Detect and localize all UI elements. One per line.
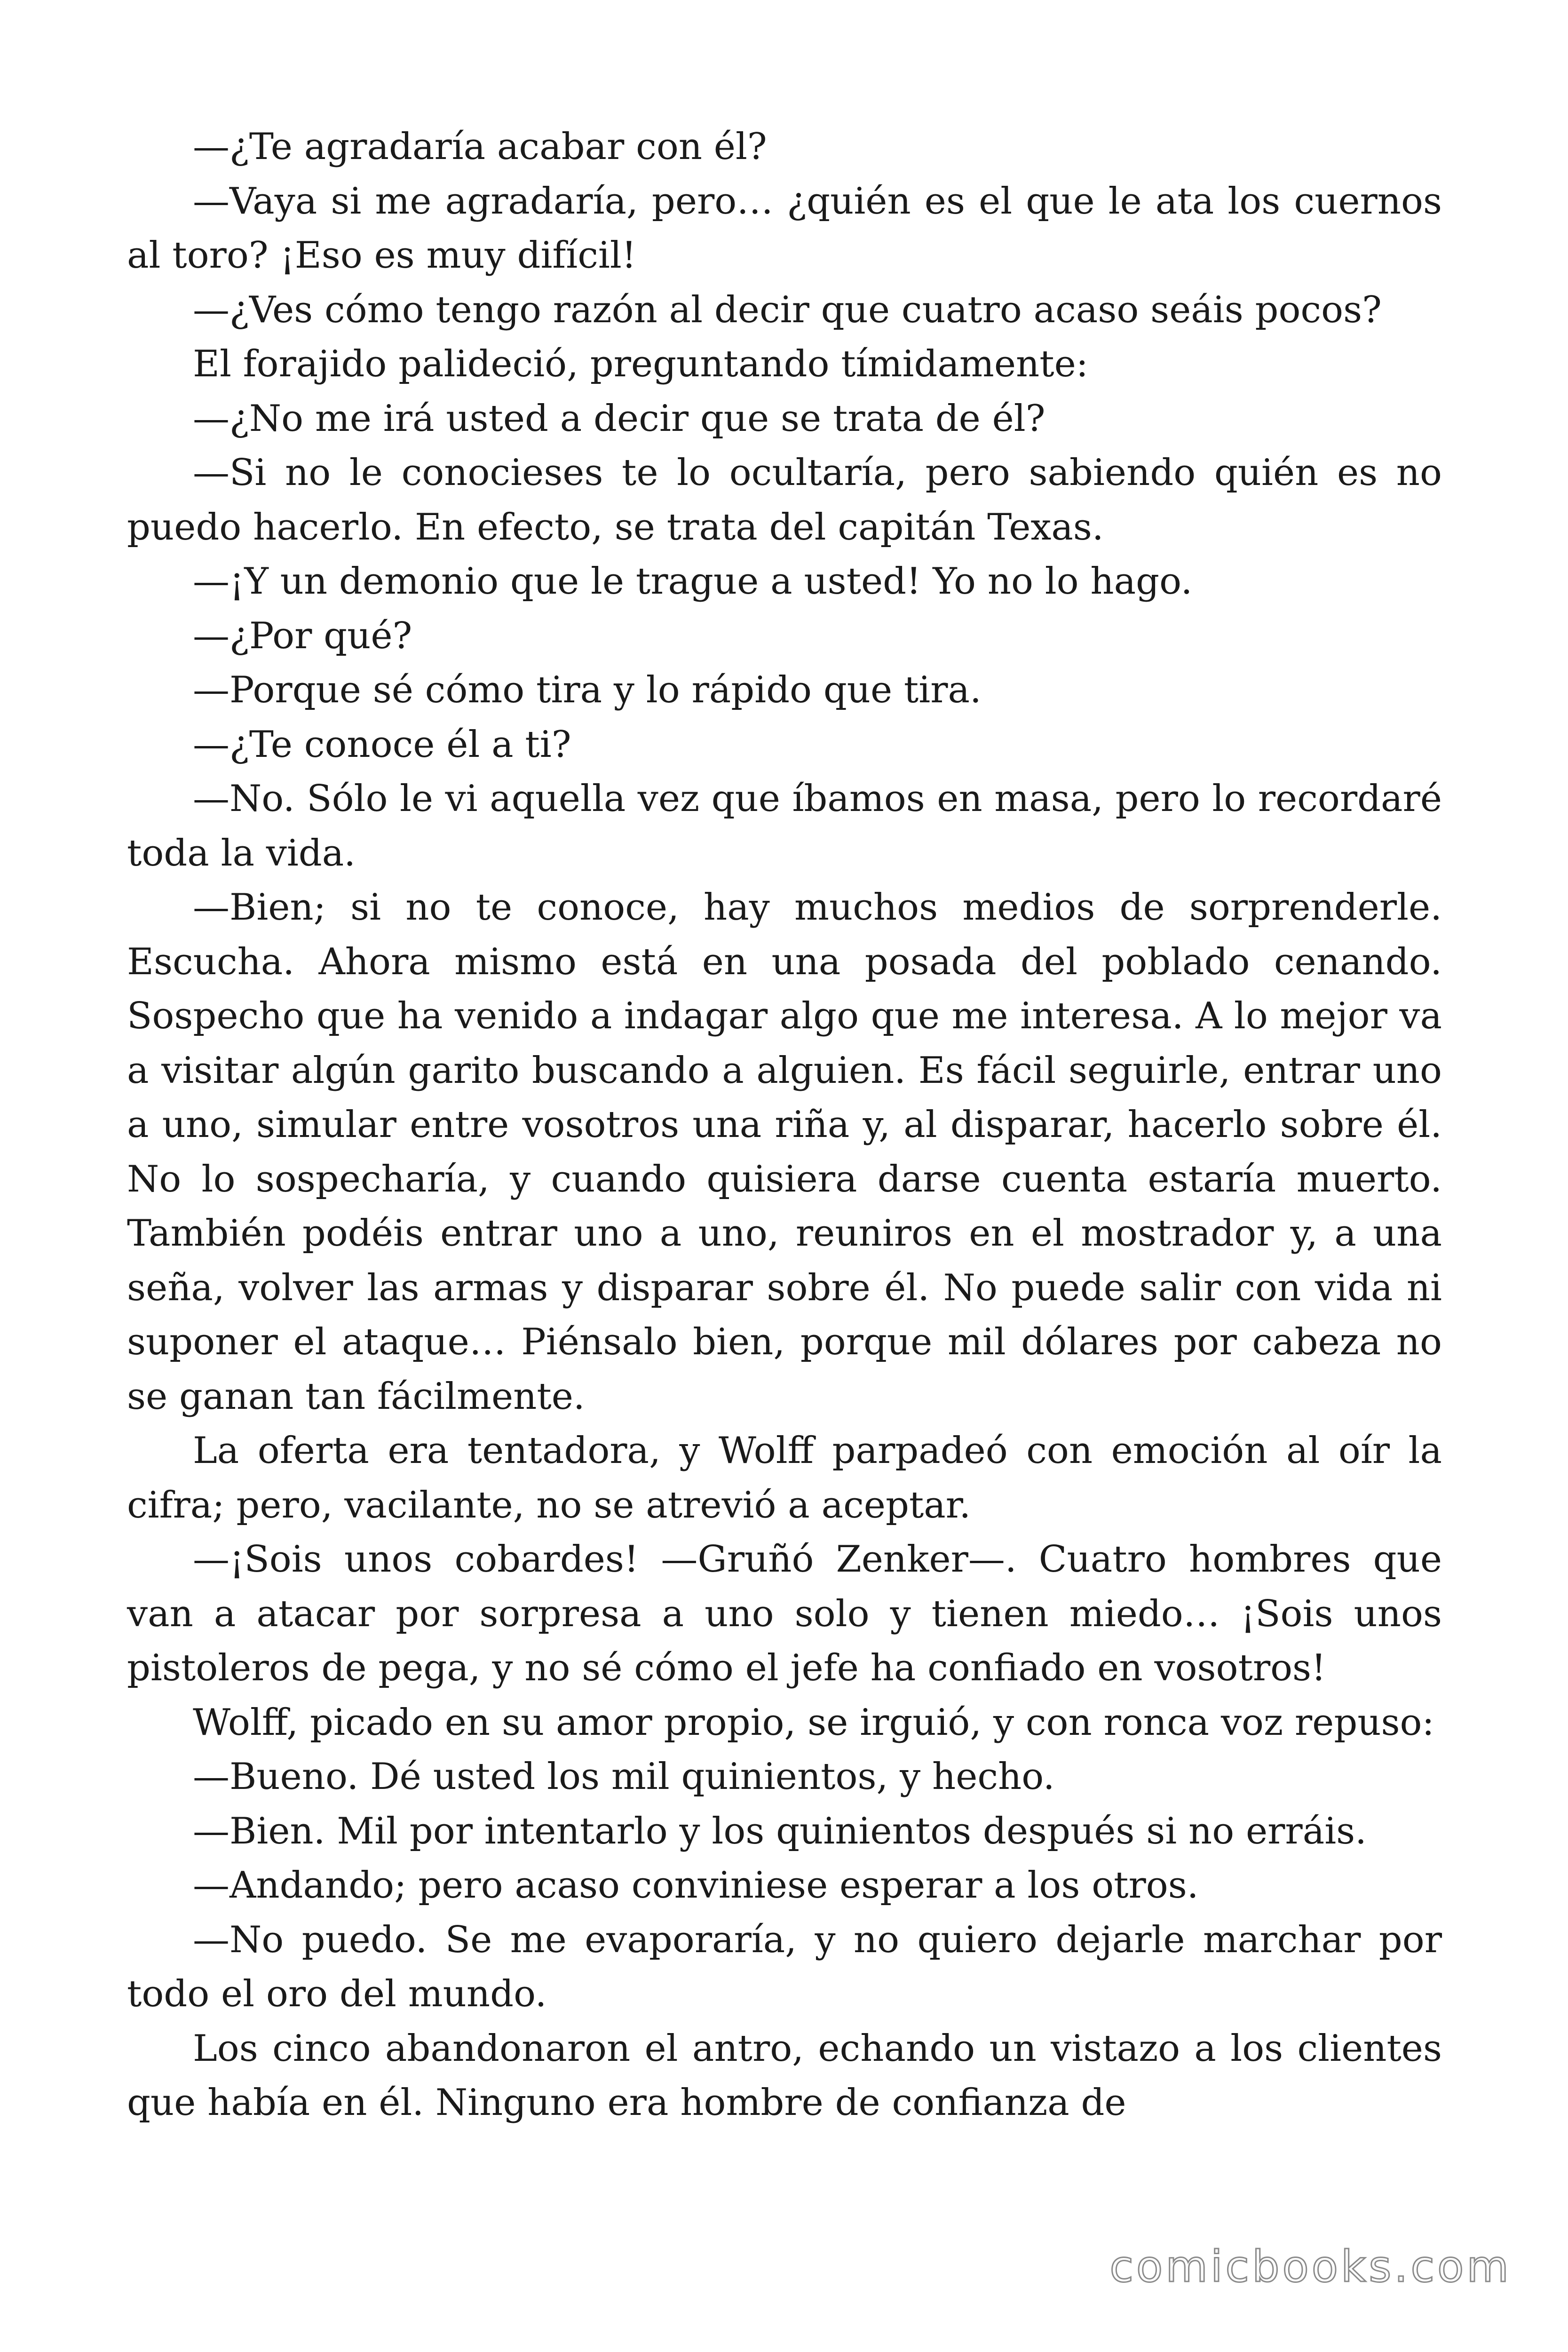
paragraph: —¿Por qué? (193, 614, 412, 657)
body-text (127, 120, 1442, 2130)
paragraph: —¡Sois unos cobardes! —Gruñó Zenker—. Cuatro hombres que van a atacar por sorpresa a uno solo y tienen miedo… ¡Sois unos pistoleros de pega, y no sé cómo el jefe ha confiado en vosotros! (127, 1538, 1442, 1689)
paragraph: —Porque sé cómo tira y lo rápido que tira. (193, 669, 982, 711)
paragraph: —Bien; si no te conoce, hay muchos medios de sorprenderle. Escucha. Ahora mismo está en una posada del poblado cenando. Sospecho que ha venido a indagar algo que me interesa. A lo mejor va a visitar algún garito buscando a alguien. Es fácil seguirle, entrar uno a uno, simular entre vosotros una riña y, al disparar, hacerlo sobre él. No lo sospecharía, y cuando quisiera darse cuenta estaría muerto. También podéis entrar uno a uno, reuniros en el mostrador y, a una seña, volver las armas y disparar sobre él. No puede salir con vida ni suponer el ataque… Piénsalo bien, porque mil dólares por cabeza no se ganan tan fácilmente. (127, 886, 1442, 1418)
watermark: comicbooks.com (1109, 2241, 1512, 2292)
paragraph: —Bueno. Dé usted los mil quinientos, y hecho. (193, 1756, 1055, 1798)
paragraph: —¡Y un demonio que le trague a usted! Yo no lo hago. (193, 560, 1193, 603)
paragraph: —¿No me irá usted a decir que se trata de él? (193, 397, 1045, 440)
paragraph: —Bien. Mil por intentarlo y los quinientos después si no erráis. (193, 1810, 1367, 1852)
paragraph: —No. Sólo le vi aquella vez que íbamos en masa, pero lo recordaré toda la vida. (127, 778, 1442, 874)
paragraph: La oferta era tentadora, y Wolff parpadeó con emoción al oír la cifra; pero, vacilante, no se atrevió a aceptar. (127, 1430, 1442, 1526)
paragraph: —Si no le conocieses te lo ocultaría, pero sabiendo quién es no puedo hacerlo. En efecto, se trata del capitán Texas. (127, 452, 1442, 548)
paragraph: El forajido palideció, preguntando tímidamente: (193, 343, 1089, 385)
paragraph: —¿Te agradaría acabar con él? (193, 126, 767, 168)
paragraph: —¿Ves cómo tengo razón al decir que cuatro acaso seáis pocos? (193, 288, 1382, 331)
paragraph: —¿Te conoce él a ti? (193, 723, 571, 766)
paragraph: Wolff, picado en su amor propio, se irguió, y con ronca voz repuso: (193, 1701, 1434, 1744)
paragraph: —No puedo. Se me evaporaría, y no quiero dejarle marchar por todo el oro del mundo. (127, 1918, 1442, 2015)
paragraph: —Andando; pero acaso conviniese esperar a los otros. (193, 1864, 1199, 1907)
paragraph: —Vaya si me agradaría, pero… ¿quién es el que le ata los cuernos al toro? ¡Eso es muy difícil! (127, 180, 1442, 277)
paragraph: Los cinco abandonaron el antro, echando un vistazo a los clientes que había en él. Ninguno era hombre de confianza de (127, 2027, 1442, 2124)
